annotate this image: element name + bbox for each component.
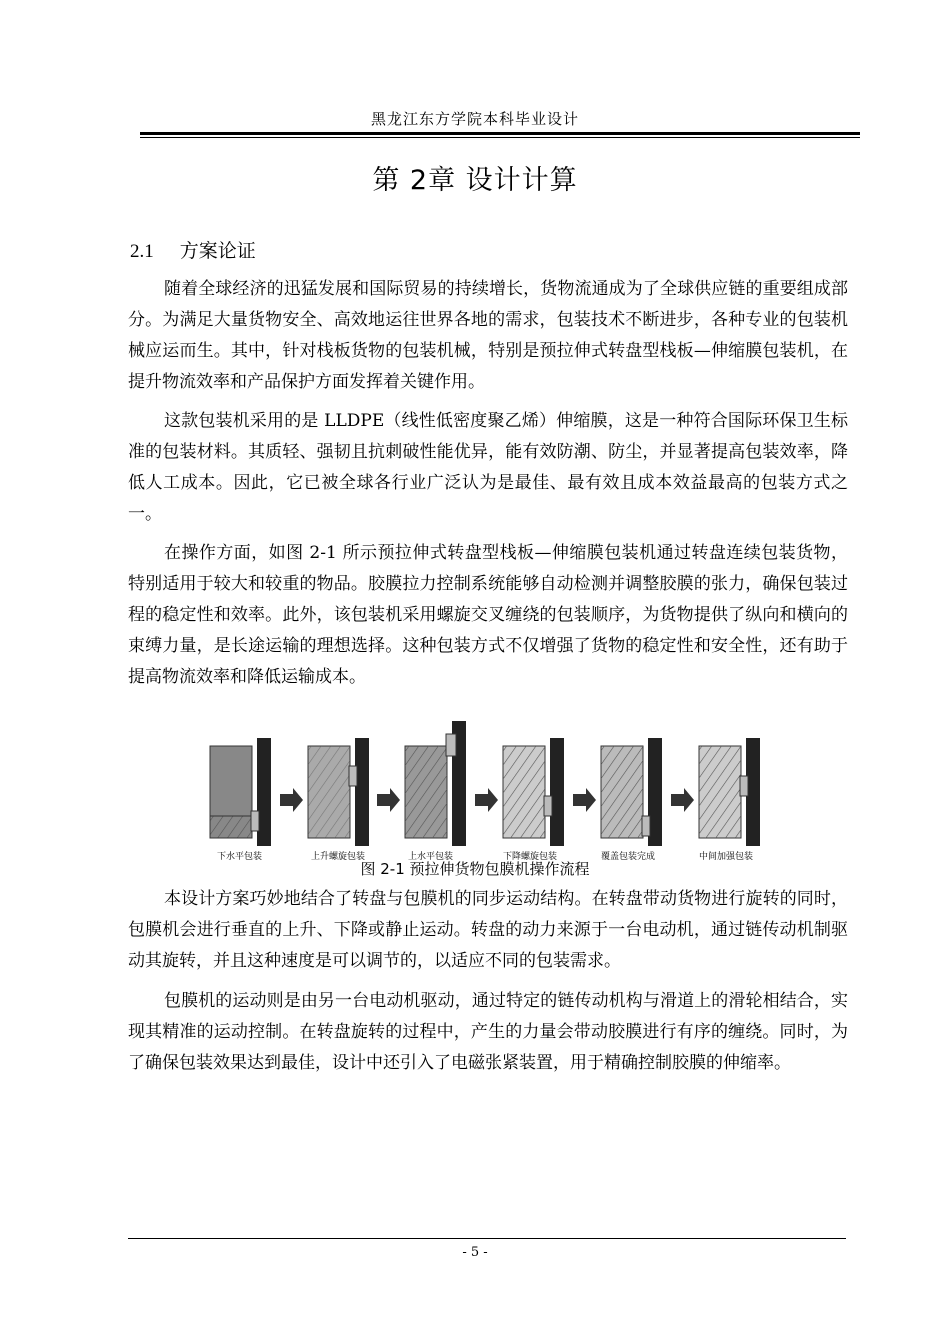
chapter-title: 第 2章 设计计算 xyxy=(372,165,578,196)
step-4-label: 下降螺旋包装 xyxy=(503,852,558,862)
arrow-icon xyxy=(280,788,303,812)
step-1-label: 下水平包装 xyxy=(217,852,263,862)
section-number: 2.1 xyxy=(130,241,154,262)
paragraph-4: 本设计方案巧妙地结合了转盘与包膜机的同步运动结构。在转盘带动货物进行旋转的同时，包膜机会进行垂直的上升、下降或静止运动。转盘的动力来源于一台电动机，通过链传动机制驱动其旋转，并且这种速度是可以调节的，以适应不同的包装需求。 xyxy=(128,889,848,971)
step-4-pallet xyxy=(503,738,564,862)
step-3-pallet xyxy=(405,721,466,862)
step-5-label: 覆盖包装完成 xyxy=(601,852,656,862)
step-1-pallet xyxy=(210,738,271,862)
step-2-label: 上升螺旋包装 xyxy=(311,852,366,862)
header-rule-thin xyxy=(140,137,860,138)
header-rule-thick xyxy=(140,132,860,135)
header-title: 黑龙江东方学院本科毕业设计 xyxy=(370,110,579,128)
arrow-icon xyxy=(573,788,596,812)
arrow-icon xyxy=(377,788,400,812)
footer-rule xyxy=(128,1238,846,1239)
step-6-pallet xyxy=(699,738,760,862)
step-6-label: 中间加强包装 xyxy=(699,852,754,862)
paragraph-3: 在操作方面，如图 2-1 所示预拉伸式转盘型栈板—伸缩膜包装机通过转盘连续包装货物，特别适用于较大和较重的物品。胶膜拉力控制系统能够自动检测并调整胶膜的张力，确保包装过程的稳定性和效率。此外，该包装机采用螺旋交叉缠绕的包装顺序，为货物提供了纵向和横向的束缚力量，是长途运输的理想选择。这种包装方式不仅增强了货物的稳定性和安全性，还有助于提高物流效率和降低运输成本。 xyxy=(128,543,848,687)
step-2-pallet xyxy=(308,738,369,862)
section-title: 方案论证 xyxy=(179,240,256,262)
page-number: - 5 - xyxy=(462,1245,488,1260)
step-5-pallet xyxy=(601,738,662,862)
paragraph-1: 随着全球经济的迅猛发展和国际贸易的持续增长，货物流通成为了全球供应链的重要组成部分。为满足大量货物安全、高效地运往世界各地的需求，包装技术不断进步，各种专业的包装机械应运而生。其中，针对栈板货物的包装机械，特别是预拉伸式转盘型栈板—伸缩膜包装机，在提升物流效率和产品保护方面发挥着关键作用。 xyxy=(128,279,848,392)
figure-caption: 图 2-1 预拉伸货物包膜机操作流程 xyxy=(360,860,590,878)
wrapping-process-diagram xyxy=(205,716,775,866)
figure-2-1 xyxy=(205,716,775,866)
arrow-icon xyxy=(671,788,694,812)
arrow-icon xyxy=(475,788,498,812)
step-3-label: 上水平包装 xyxy=(408,852,454,862)
paragraph-2: 这款包装机采用的是 LLDPE（线性低密度聚乙烯）伸缩膜，这是一种符合国际环保卫生标准的包装材料。其质轻、强韧且抗刺破性能优异，能有效防潮、防尘，并显著提高包装效率，降低人工成本。因此，它已被全球各行业广泛认为是最佳、最有效且成本效益最高的包装方式之一。 xyxy=(128,411,848,524)
paragraph-5: 包膜机的运动则是由另一台电动机驱动，通过特定的链传动机构与滑道上的滑轮相结合，实现其精准的运动控制。在转盘旋转的过程中，产生的力量会带动胶膜进行有序的缠绕。同时，为了确保包装效果达到最佳，设计中还引入了电磁张紧装置，用于精确控制胶膜的伸缩率。 xyxy=(128,991,848,1073)
section-heading xyxy=(130,236,256,263)
